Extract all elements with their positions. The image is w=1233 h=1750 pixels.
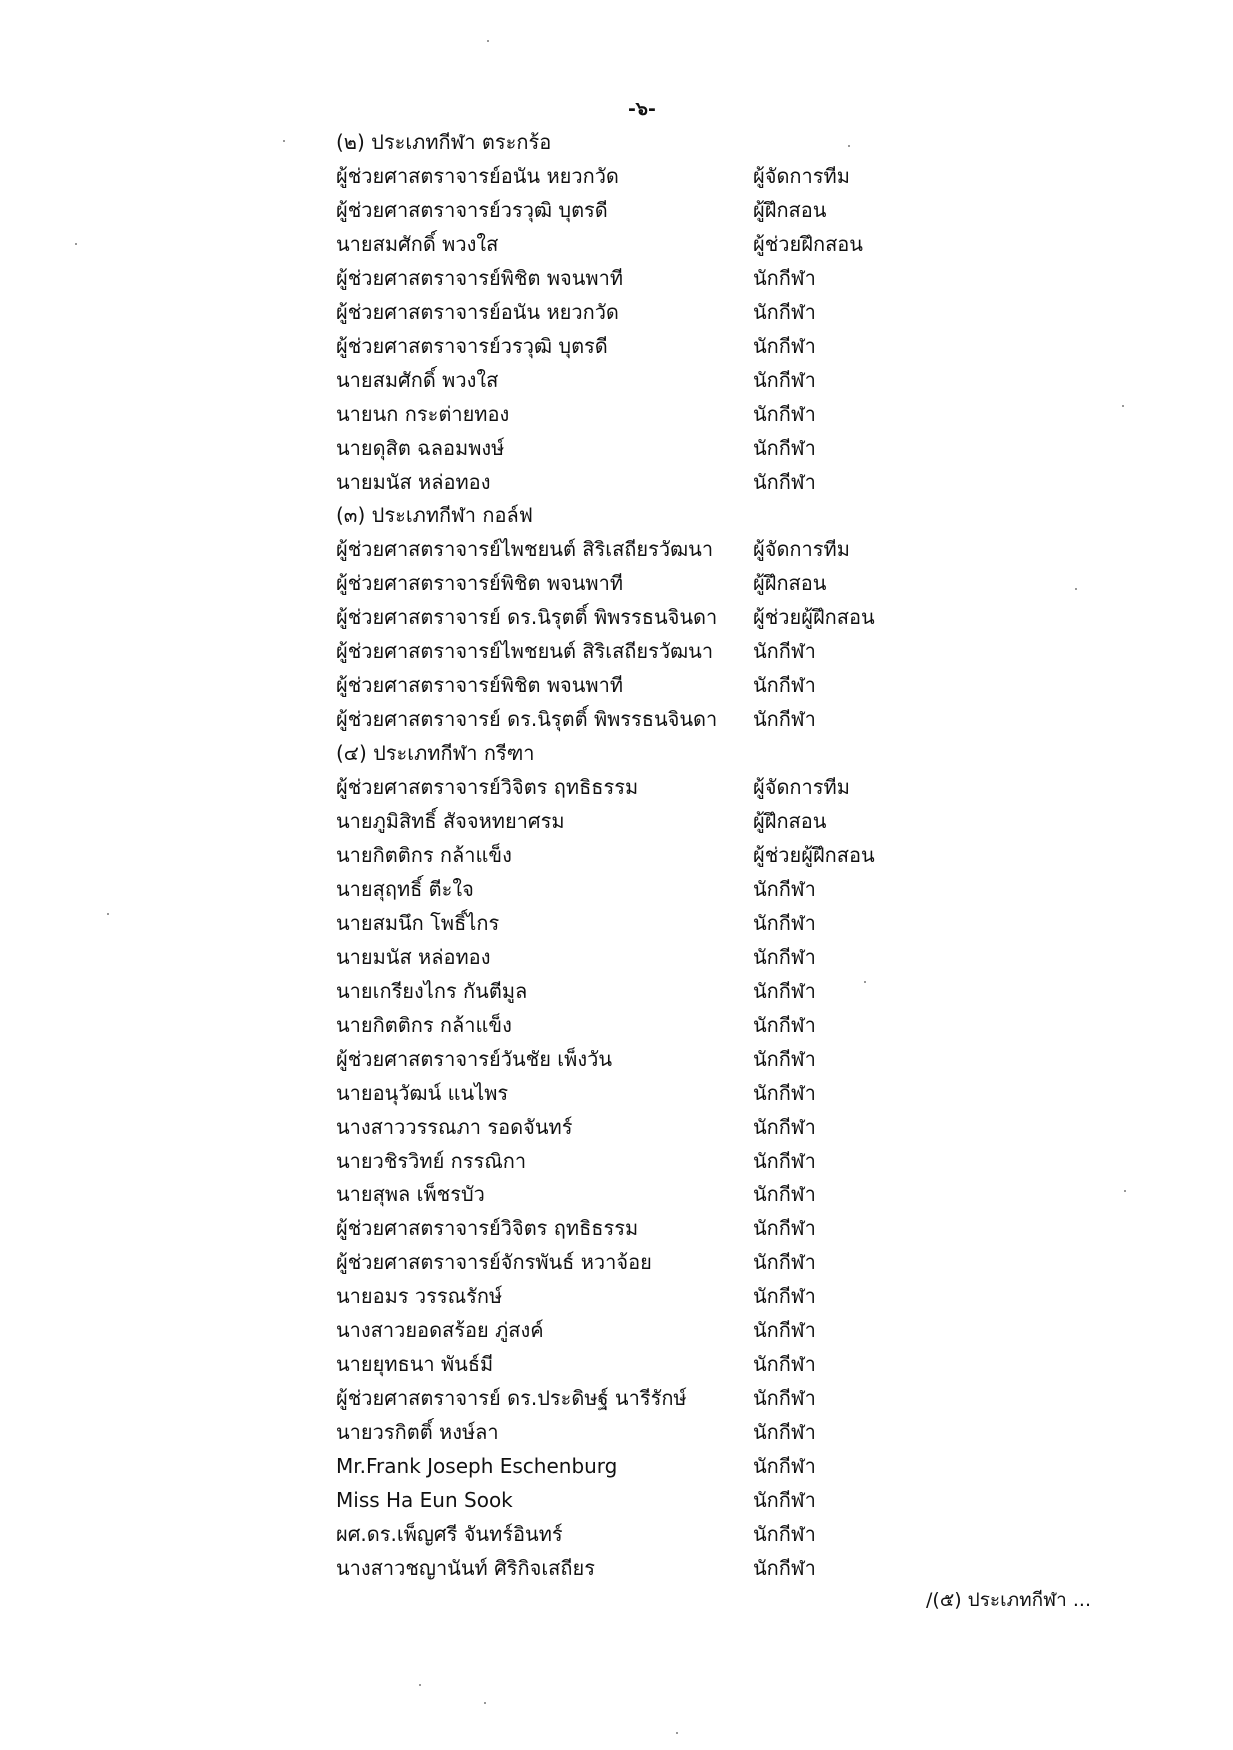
- member-name: ผู้ช่วยศาสตราจารย์อนัน หยวกวัด: [336, 299, 619, 324]
- member-name: ผู้ช่วยศาสตราจารย์จักรพันธ์ หวาจ้อย: [336, 1250, 652, 1275]
- scan-speck: [283, 140, 285, 142]
- member-role: นักกีฬา: [753, 1488, 816, 1512]
- member-role: นักกีฬา: [753, 876, 816, 901]
- member-role: นักกีฬา: [753, 1080, 816, 1105]
- scan-speck: [75, 243, 77, 245]
- member-name: ผศ.ดร.เพ็ญศรี จันทร์อินทร์: [336, 1521, 563, 1546]
- member-role: นักกีฬา: [753, 1352, 816, 1377]
- scan-speck: [487, 40, 489, 42]
- member-role: นักกีฬา: [753, 1148, 816, 1173]
- member-role: นักกีฬา: [753, 1114, 816, 1139]
- member-name: นายสมศักดิ์ พวงใส: [336, 231, 499, 256]
- scan-speck: [848, 145, 850, 147]
- member-name: นางสาวชญานันท์ ศิริกิจเสถียร: [336, 1555, 595, 1580]
- member-role: นักกีฬา: [753, 265, 816, 290]
- member-role: นักกีฬา: [753, 299, 816, 324]
- member-name: ผู้ช่วยศาสตราจารย์ไพชยนต์ สิริเสถียรวัฒนา: [336, 537, 714, 562]
- member-name: ผู้ช่วยศาสตราจารย์วรวุฒิ บุตรดี: [336, 333, 608, 358]
- member-name: นายอนุวัฒน์ แนไพร: [336, 1080, 509, 1105]
- member-role: ผู้ช่วยฝึกสอน: [753, 231, 863, 256]
- member-name: นายมนัส หล่อทอง: [336, 944, 491, 969]
- member-name: นายสมนึก โพธิ์ไกร: [336, 910, 500, 935]
- member-name: นายเกรียงไกร กันตีมูล: [336, 978, 528, 1003]
- member-name: Mr.Frank Joseph Eschenburg: [336, 1454, 618, 1479]
- member-role: ผู้จัดการทีม: [753, 537, 850, 562]
- member-name: นายภูมิสิทธิ์ สัจจหทยาศรม: [336, 809, 565, 833]
- member-name: ผู้ช่วยศาสตราจารย์อนัน หยวกวัด: [336, 163, 619, 188]
- member-role: นักกีฬา: [753, 435, 816, 460]
- member-role: นักกีฬา: [753, 1250, 816, 1275]
- page-number: -๖-: [628, 98, 656, 120]
- scan-speck: [419, 1684, 421, 1686]
- member-role: นักกีฬา: [753, 367, 816, 392]
- continuation-note: /(๕) ประเภทกีฬา ...: [926, 1589, 1091, 1611]
- scan-speck: [107, 913, 109, 915]
- member-name: นางสาวยอดสร้อย ภู่สงค์: [336, 1318, 544, 1343]
- member-name: นายสุฤทธิ์ ตีะใจ: [336, 876, 474, 901]
- scan-speck: [484, 1702, 486, 1704]
- member-name: นายวชิรวิทย์ กรรณิกา: [336, 1148, 527, 1173]
- member-name: Miss Ha Eun Sook: [336, 1488, 513, 1512]
- member-name: ผู้ช่วยศาสตราจารย์วันชัย เพ็งวัน: [336, 1046, 612, 1071]
- member-name: ผู้ช่วยศาสตราจารย์วรวุฒิ บุตรดี: [336, 197, 608, 222]
- scan-speck: [676, 1732, 678, 1734]
- member-name: นายวรกิตติ์ หงษ์ลา: [336, 1420, 499, 1445]
- member-role: นักกีฬา: [753, 1386, 816, 1411]
- member-name: นายยุทธนา พันธ์มี: [336, 1352, 494, 1377]
- member-role: นักกีฬา: [753, 401, 816, 426]
- member-name: นายกิตติกร กล้าแข็ง: [336, 842, 512, 867]
- member-name: นายสุพล เพ็ชรบัว: [336, 1182, 485, 1207]
- member-role: นักกีฬา: [753, 1454, 816, 1479]
- member-role: ผู้ฝึกสอน: [753, 809, 827, 833]
- member-role: นักกีฬา: [753, 673, 816, 698]
- member-name: ผู้ช่วยศาสตราจารย์พิชิต พจนพาที: [336, 265, 624, 290]
- member-role: นักกีฬา: [753, 1182, 816, 1207]
- member-name: ผู้ช่วยศาสตราจารย์ ดร.นิรุตติ์ พิพรรธนจินดา: [336, 707, 718, 732]
- member-role: นักกีฬา: [753, 1284, 816, 1309]
- scan-speck: [1124, 1190, 1126, 1192]
- member-name: ผู้ช่วยศาสตราจารย์ ดร.ประดิษฐ์ นารีรักษ์: [336, 1386, 687, 1411]
- member-role: นักกีฬา: [753, 910, 816, 935]
- member-name: นางสาววรรณภา รอดจันทร์: [336, 1114, 573, 1139]
- member-role: นักกีฬา: [753, 469, 816, 494]
- member-role: ผู้ฝึกสอน: [753, 197, 827, 222]
- section-heading: (๒) ประเภทกีฬา ตระกร้อ: [336, 130, 552, 154]
- member-name: นายอมร วรรณรักษ์: [336, 1284, 503, 1309]
- member-role: ผู้ช่วยผู้ฝึกสอน: [753, 842, 875, 867]
- member-name: นายดุสิต ฉลอมพงษ์: [336, 435, 505, 460]
- member-name: นายกิตติกร กล้าแข็ง: [336, 1012, 512, 1037]
- member-name: นายมนัส หล่อทอง: [336, 469, 491, 494]
- member-role: นักกีฬา: [753, 1318, 816, 1343]
- member-role: ผู้จัดการทีม: [753, 163, 850, 188]
- member-name: นายสมศักดิ์ พวงใส: [336, 367, 499, 392]
- member-role: นักกีฬา: [753, 1216, 816, 1241]
- member-name: ผู้ช่วยศาสตราจารย์พิชิต พจนพาที: [336, 673, 624, 698]
- member-role: นักกีฬา: [753, 1046, 816, 1071]
- member-name: ผู้ช่วยศาสตราจารย์พิชิต พจนพาที: [336, 571, 624, 596]
- member-role: นักกีฬา: [753, 944, 816, 969]
- member-role: นักกีฬา: [753, 978, 816, 1003]
- member-name: นายนก กระต่ายทอง: [336, 401, 510, 426]
- member-role: นักกีฬา: [753, 333, 816, 358]
- member-role: นักกีฬา: [753, 1555, 816, 1580]
- member-role: ผู้จัดการทีม: [753, 775, 850, 800]
- member-name: ผู้ช่วยศาสตราจารย์ ดร.นิรุตติ์ พิพรรธนจินดา: [336, 605, 718, 630]
- member-role: นักกีฬา: [753, 1012, 816, 1037]
- section-heading: (๓) ประเภทกีฬา กอล์ฟ: [336, 503, 533, 528]
- scan-speck: [1122, 405, 1124, 407]
- member-role: ผู้ช่วยผู้ฝึกสอน: [753, 605, 875, 630]
- member-role: นักกีฬา: [753, 1420, 816, 1445]
- member-role: ผู้ฝึกสอน: [753, 571, 827, 596]
- member-name: ผู้ช่วยศาสตราจารย์วิจิตร ฤทธิธรรม: [336, 775, 639, 800]
- member-role: นักกีฬา: [753, 707, 816, 732]
- member-name: ผู้ช่วยศาสตราจารย์วิจิตร ฤทธิธรรม: [336, 1216, 639, 1241]
- member-name: ผู้ช่วยศาสตราจารย์ไพชยนต์ สิริเสถียรวัฒนา: [336, 639, 714, 664]
- section-heading: (๔) ประเภทกีฬา กรีฑา: [336, 741, 535, 766]
- scan-speck: [864, 981, 866, 983]
- member-role: นักกีฬา: [753, 639, 816, 664]
- member-role: นักกีฬา: [753, 1521, 816, 1546]
- scan-speck: [1075, 588, 1077, 590]
